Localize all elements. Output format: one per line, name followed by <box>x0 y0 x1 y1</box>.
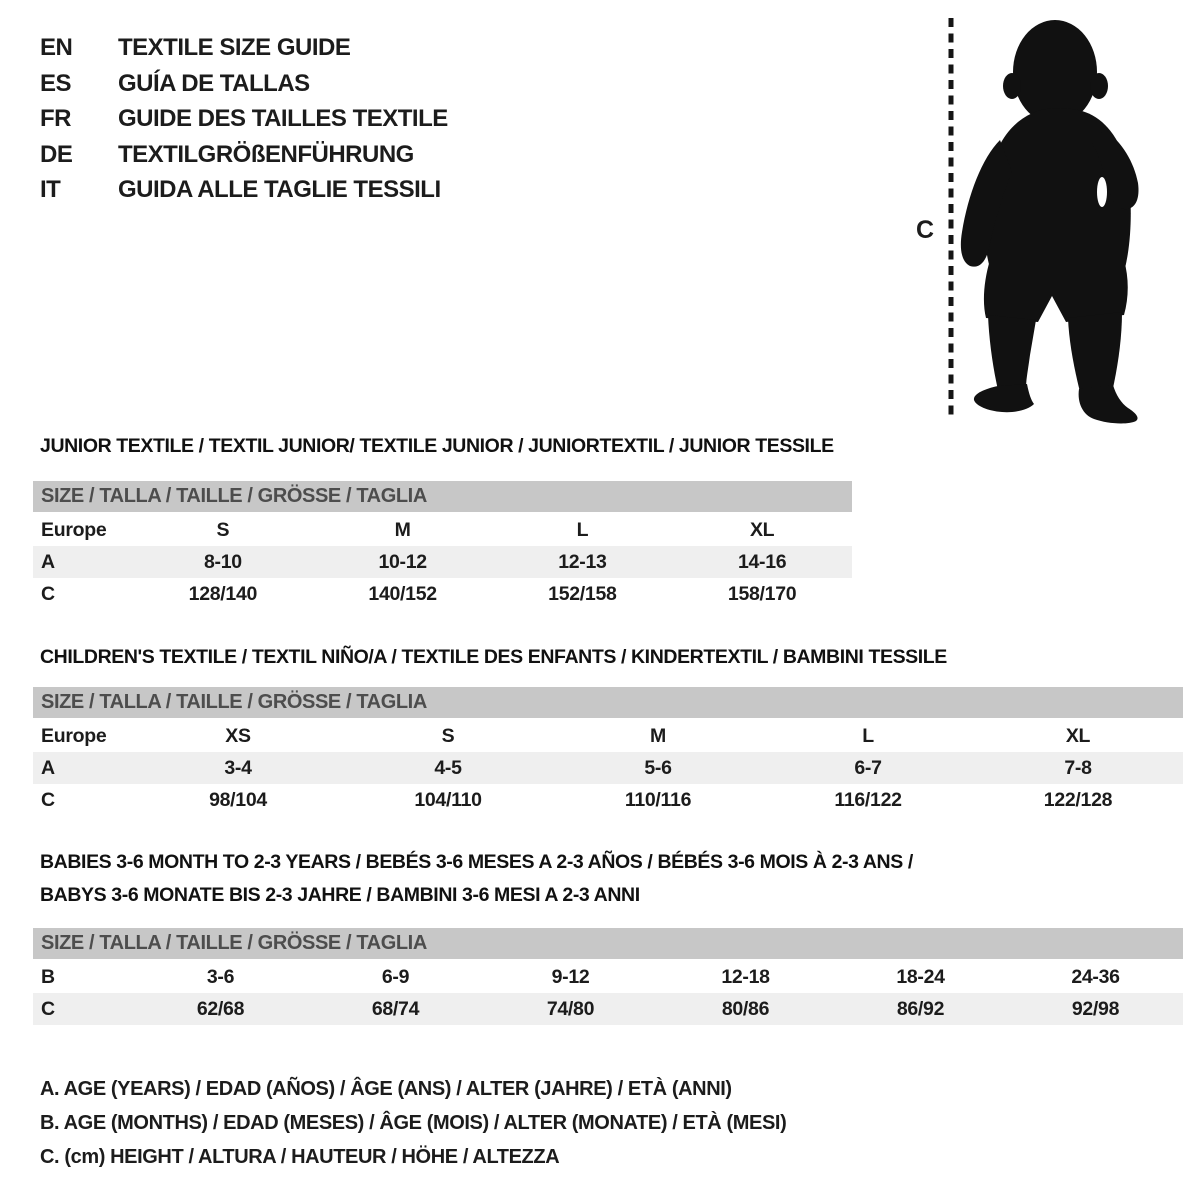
toddler-silhouette-icon <box>900 0 1200 430</box>
language-code: FR <box>40 105 71 132</box>
table-row <box>33 546 852 578</box>
size-cell: XS <box>225 725 251 747</box>
table-row <box>33 720 1183 752</box>
size-cell: 98/104 <box>209 789 267 811</box>
size-cell: 110/116 <box>624 789 692 811</box>
size-cell: 152/158 <box>548 583 617 605</box>
row-label: A <box>41 757 55 779</box>
language-row <box>40 66 448 102</box>
size-cell: 68/74 <box>371 998 420 1020</box>
language-title: GUIDA ALLE TAGLIE TESSILI <box>118 176 441 203</box>
row-label: C <box>41 583 55 605</box>
size-cell: L <box>862 725 874 747</box>
size-cell: L <box>576 519 589 541</box>
size-table-section <box>33 430 852 610</box>
language-title: GUIDE DES TAILLES TEXTILE <box>118 105 448 132</box>
row-label: Europe <box>41 725 107 747</box>
size-header-bar: SIZE / TALLA / TAILLE / GRÖSSE / TAGLIA <box>33 481 852 512</box>
language-title: TEXTILGRÖßENFÜHRUNG <box>118 140 414 168</box>
language-code: ES <box>40 69 72 97</box>
size-cell: 122/128 <box>1043 789 1113 811</box>
size-cell: 86/92 <box>896 998 945 1020</box>
size-cell: 10-12 <box>378 551 427 573</box>
table-row <box>33 961 1183 993</box>
size-cell: 6-9 <box>381 966 410 988</box>
section-heading <box>33 846 1183 912</box>
height-measure-figure <box>900 0 1200 430</box>
language-row <box>40 137 448 173</box>
size-cell: 14-16 <box>737 551 787 573</box>
legend-line: C. (cm) HEIGHT / ALTURA / HAUTEUR / HÖHE / ALTEZZA <box>40 1146 560 1168</box>
size-cell: 4-5 <box>434 757 462 779</box>
size-cell: 74/80 <box>546 998 595 1020</box>
section-heading-line: BABIES 3-6 MONTH TO 2-3 YEARS / BEBÉS 3-6 MESES A 2-3 AÑOS / BÉBÉS 3-6 MOIS À 2-3 ANS / <box>40 851 913 873</box>
size-cell: 5-6 <box>644 757 672 779</box>
language-title: GUÍA DE TALLAS <box>118 69 310 97</box>
size-cell: 128/140 <box>188 583 258 605</box>
table-row <box>33 993 1183 1025</box>
language-row <box>40 101 448 137</box>
size-cell: S <box>441 725 455 747</box>
language-title-list <box>40 30 448 208</box>
row-label: A <box>41 551 55 573</box>
legend <box>40 1072 786 1174</box>
size-cell: 3-4 <box>224 757 252 779</box>
size-cell: M <box>650 725 666 747</box>
size-cell: M <box>394 519 411 541</box>
section-heading-line: CHILDREN'S TEXTILE / TEXTIL NIÑO/A / TEXTILE DES ENFANTS / KINDERTEXTIL / BAMBINI TESSILE <box>40 646 947 668</box>
language-code: EN <box>40 34 73 61</box>
language-row <box>40 172 448 208</box>
size-cell: 24-36 <box>1071 966 1120 988</box>
size-cell: 104/110 <box>414 789 482 811</box>
size-cell: 9-12 <box>551 966 590 988</box>
row-label: C <box>41 789 55 811</box>
legend-line: B. AGE (MONTHS) / EDAD (MESES) / ÂGE (MOIS) / ALTER (MONATE) / ETÀ (MESI) <box>40 1112 787 1134</box>
size-header-bar: SIZE / TALLA / TAILLE / GRÖSSE / TAGLIA <box>33 687 1183 718</box>
size-table-section <box>33 846 1183 1025</box>
size-cell: 12-13 <box>558 551 607 573</box>
size-cell: 3-6 <box>206 966 235 988</box>
legend-line: A. AGE (YEARS) / EDAD (AÑOS) / ÂGE (ANS) / ALTER (JAHRE) / ETÀ (ANNI) <box>40 1078 732 1100</box>
section-heading <box>33 641 1183 674</box>
row-label: B <box>41 966 55 988</box>
table-row <box>33 752 1183 784</box>
size-cell: S <box>216 519 230 541</box>
size-cell: 6-7 <box>854 757 882 779</box>
language-code: IT <box>40 176 61 203</box>
size-header-bar: SIZE / TALLA / TAILLE / GRÖSSE / TAGLIA <box>33 928 1183 959</box>
row-label: C <box>41 998 55 1020</box>
size-cell: XL <box>1065 725 1091 747</box>
size-cell: 116/122 <box>834 789 902 811</box>
section-heading-line: BABYS 3-6 MONATE BIS 2-3 JAHRE / BAMBINI 3-6 MESI A 2-3 ANNI <box>40 884 640 906</box>
size-cell: 62/68 <box>196 998 245 1020</box>
size-table-section <box>33 641 1183 816</box>
section-heading-line: JUNIOR TEXTILE / TEXTIL JUNIOR/ TEXTILE JUNIOR / JUNIORTEXTIL / JUNIOR TESSILE <box>40 435 834 457</box>
size-cell: 80/86 <box>721 998 770 1020</box>
size-cell: XL <box>749 519 775 541</box>
size-table <box>33 514 852 610</box>
height-measure-label: C <box>916 216 934 244</box>
language-code: DE <box>40 140 73 168</box>
size-cell: 12-18 <box>721 966 770 988</box>
size-cell: 158/170 <box>727 583 797 605</box>
table-row <box>33 514 852 546</box>
row-label: Europe <box>41 519 107 541</box>
size-table <box>33 720 1183 816</box>
size-cell: 18-24 <box>896 966 945 988</box>
size-cell: 7-8 <box>1064 757 1092 779</box>
table-row <box>33 578 852 610</box>
size-cell: 140/152 <box>368 583 437 605</box>
size-table <box>33 961 1183 1025</box>
size-cell: 92/98 <box>1071 998 1120 1020</box>
language-title: TEXTILE SIZE GUIDE <box>118 34 351 61</box>
size-cell: 8-10 <box>203 551 242 573</box>
table-row <box>33 784 1183 816</box>
section-heading <box>33 430 852 463</box>
language-row <box>40 30 448 66</box>
